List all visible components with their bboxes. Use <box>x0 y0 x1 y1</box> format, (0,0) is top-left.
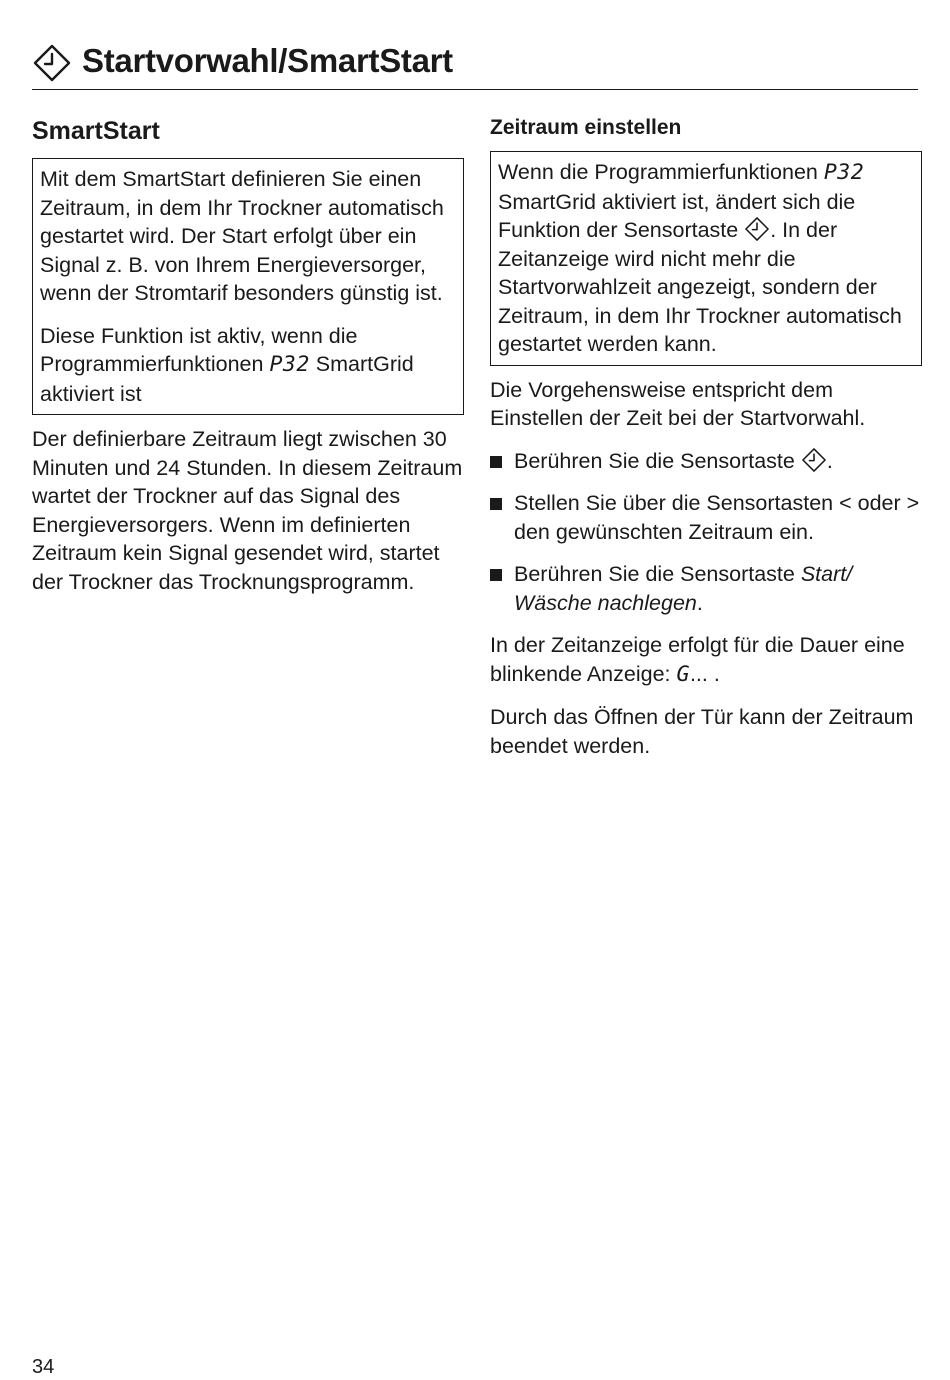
bullet-square-icon <box>490 456 502 468</box>
text-segment: In der Zeitanzeige erfolgt für die Dauer eine blinkende Anzeige: <box>490 633 905 686</box>
text-segment: . In der Zeitanzeige wird nicht mehr die Startvorwahlzeit angezeigt, sondern der Zeitraum, in dem Ihr Trockner automatisch gestartet werden kann. <box>498 218 902 356</box>
info-paragraph-sensor <box>498 158 914 359</box>
info-paragraph: Mit dem SmartStart definieren Sie einen Zeitraum, in dem Ihr Trockner automatisch gestartet wird. Der Start erfolgt über ein Signal z. B. von Ihrem Energieversorger, wenn der Stromtarif besonders günstig ist. <box>40 167 444 305</box>
page-title: Startvorwahl/SmartStart <box>82 42 453 79</box>
start-delay-diamond-icon <box>744 216 770 242</box>
page-number: 34 <box>32 1356 55 1378</box>
text-segment: . <box>696 590 703 615</box>
display-code: G <box>676 661 690 687</box>
display-code: P32 <box>269 352 310 377</box>
button-name-start: Start/ Wäsche nachlegen <box>514 562 853 615</box>
instruction-list <box>490 447 922 618</box>
info-paragraph-activation <box>40 322 456 409</box>
body-paragraph-display <box>490 631 922 689</box>
text-segment: Stellen Sie über die Sensortasten < oder > den gewünschten Zeitraum ein. <box>514 491 920 544</box>
text-segment: Berühren Sie die Sensortaste <box>514 562 801 586</box>
start-delay-diamond-icon <box>32 43 72 83</box>
info-box-sensor <box>490 151 922 366</box>
body-paragraph-door: Durch das Öffnen der Tür kann der Zeitraum beendet werden. <box>490 705 914 758</box>
page-header <box>32 40 918 90</box>
bullet-square-icon <box>490 569 502 581</box>
list-item <box>490 489 922 546</box>
text-segment: Wenn die Programmierfunktionen <box>498 160 824 184</box>
display-code: P32 <box>823 160 865 185</box>
text-segment: Berühren Sie die Sensortaste <box>514 448 801 473</box>
text-segment: SmartGrid aktiviert ist <box>40 352 414 406</box>
left-column <box>32 112 464 610</box>
bullet-square-icon <box>490 498 502 510</box>
body-paragraph-procedure: Die Vorgehensweise entspricht dem Einstellen der Zeit bei der Startvorwahl. <box>490 377 866 430</box>
body-paragraph-duration: Der definierbare Zeitraum liegt zwischen 30 Minuten und 24 Stunden. In diesem Zeitraum wartet der Trockner auf das Signal des Energieversorgers. Wenn im definierten Zeitraum kein Signal gesendet wird, startet der Trockner das Trocknungsprogramm. <box>32 427 463 594</box>
text-segment: Diese Funktion ist aktiv, wenn die Programmierfunktionen <box>40 323 358 376</box>
text-segment: ... . <box>689 661 720 686</box>
text-segment: SmartGrid aktiviert ist, ändert sich die Funktion der Sensortaste <box>498 189 856 242</box>
list-item <box>490 447 922 476</box>
list-item <box>490 560 922 617</box>
info-box-smartstart <box>32 158 464 415</box>
text-segment: . <box>826 448 833 473</box>
section-heading-smartstart: SmartStart <box>32 117 160 145</box>
start-delay-diamond-icon <box>801 447 827 473</box>
sub-heading-zeitraum: Zeitraum einstellen <box>490 116 682 139</box>
right-column <box>490 112 922 774</box>
